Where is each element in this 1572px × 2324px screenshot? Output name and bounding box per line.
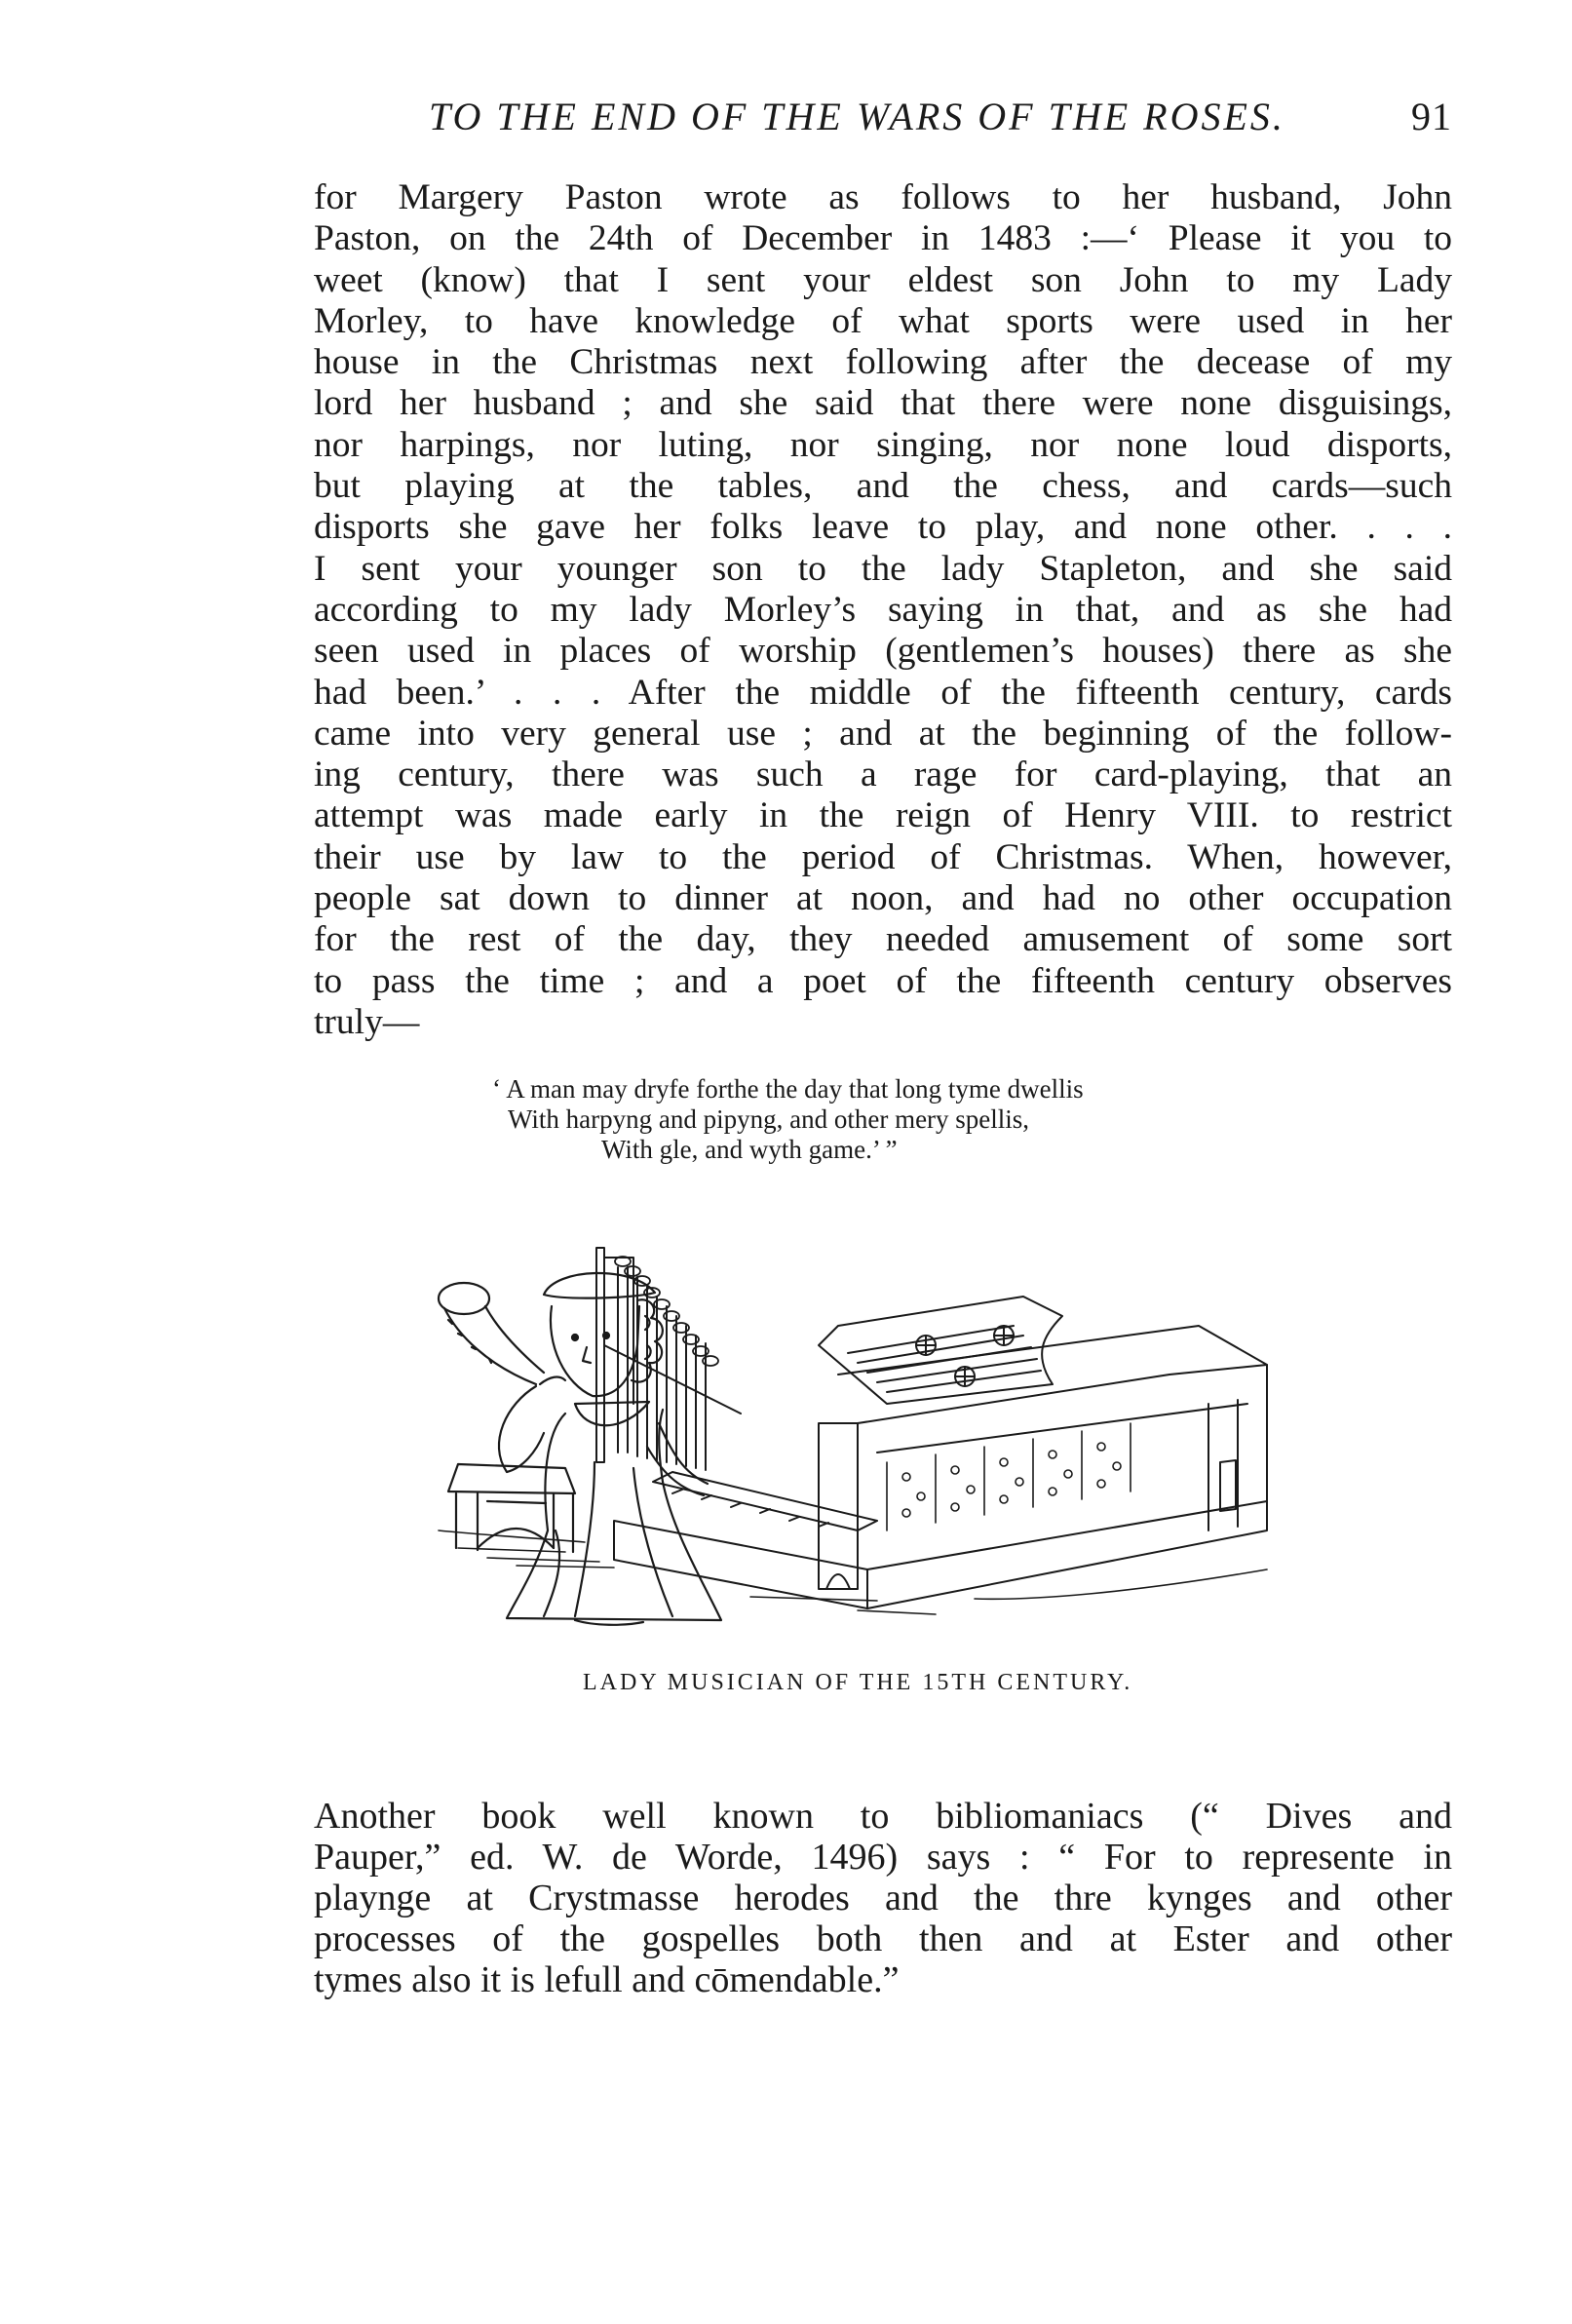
page-number: 91 [1411, 95, 1452, 138]
lady-musician-illustration [429, 1238, 1325, 1628]
text-line: Another book well known to bibliomaniacs (“ Dives and [314, 1796, 1452, 1837]
text-line: playnge at Crystmasse herodes and the thre kynges and other [314, 1878, 1452, 1918]
text-line: tymes also it is lefull and cōmendable.” [314, 1959, 900, 2000]
text-line: their use by law to the period of Christmas. When, however, [314, 836, 1452, 877]
text-line: seen used in places of worship (gentlemen’s houses) there as she [314, 631, 1452, 672]
paragraph-2 [314, 1796, 1452, 2000]
text-line: but playing at the tables, and the chess, and cards—such [314, 466, 1452, 507]
verse-quotation [492, 1074, 1369, 1165]
text-line: to pass the time ; and a poet of the fifteenth century observes [314, 960, 1452, 1001]
text-line: ing century, there was such a rage for card-playing, that an [314, 755, 1452, 795]
text-line: for Margery Paston wrote as follows to her husband, John [314, 177, 1452, 217]
running-head-title: TO THE END OF THE WARS OF THE ROSES. [429, 95, 1285, 138]
paragraph-1 [314, 177, 1452, 1043]
text-line: for the rest of the day, they needed amusement of some sort [314, 919, 1452, 960]
organ [596, 1248, 1267, 1608]
text-line: had been.’ . . . After the middle of the fifteenth century, cards [314, 672, 1452, 713]
text-line: I sent your younger son to the lady Stapleton, and she said [314, 548, 1452, 589]
text-line: attempt was made early in the reign of Henry VIII. to restrict [314, 795, 1452, 836]
text-line: Morley, to have knowledge of what sports were used in her [314, 300, 1452, 341]
text-line: people sat down to dinner at noon, and had no other occupation [314, 878, 1452, 919]
text-line: lord her husband ; and she said that there were none disguisings, [314, 383, 1452, 424]
text-line: nor harpings, nor luting, nor singing, nor none loud disports, [314, 424, 1452, 465]
psaltery [819, 1297, 1062, 1404]
text-line: weet (know) that I sent your eldest son John to my Lady [314, 259, 1452, 300]
text-line: Paston, on the 24th of December in 1483 :—‘ Please it you to [314, 218, 1452, 259]
verse-line: ‘ A man may dryfe forthe the day that long tyme dwellis [492, 1074, 1084, 1104]
running-head [429, 94, 1452, 152]
ground-hatching [439, 1530, 1267, 1614]
text-line: disports she gave her folks leave to play, and none other. . . . [314, 507, 1452, 548]
text-line: house in the Christmas next following after the decease of my [314, 342, 1452, 383]
verse-line: With gle, and wyth game.’ ” [601, 1135, 898, 1164]
text-line: truly— [314, 1001, 420, 1042]
text-line: according to my lady Morley’s saying in that, and as she had [314, 589, 1452, 630]
text-line: Pauper,” ed. W. de Worde, 1496) says : “ For to represente in [314, 1837, 1452, 1878]
text-line: processes of the gospelles both then and at Ester and other [314, 1918, 1452, 1959]
stool [448, 1464, 575, 1552]
horn [439, 1283, 544, 1384]
text-line: came into very general use ; and at the beginning of the follow- [314, 713, 1452, 754]
verse-line: With harpyng and pipyng, and other mery spellis, [508, 1104, 1030, 1134]
figure-caption: LADY MUSICIAN OF THE 15TH CENTURY. [583, 1670, 1133, 1695]
